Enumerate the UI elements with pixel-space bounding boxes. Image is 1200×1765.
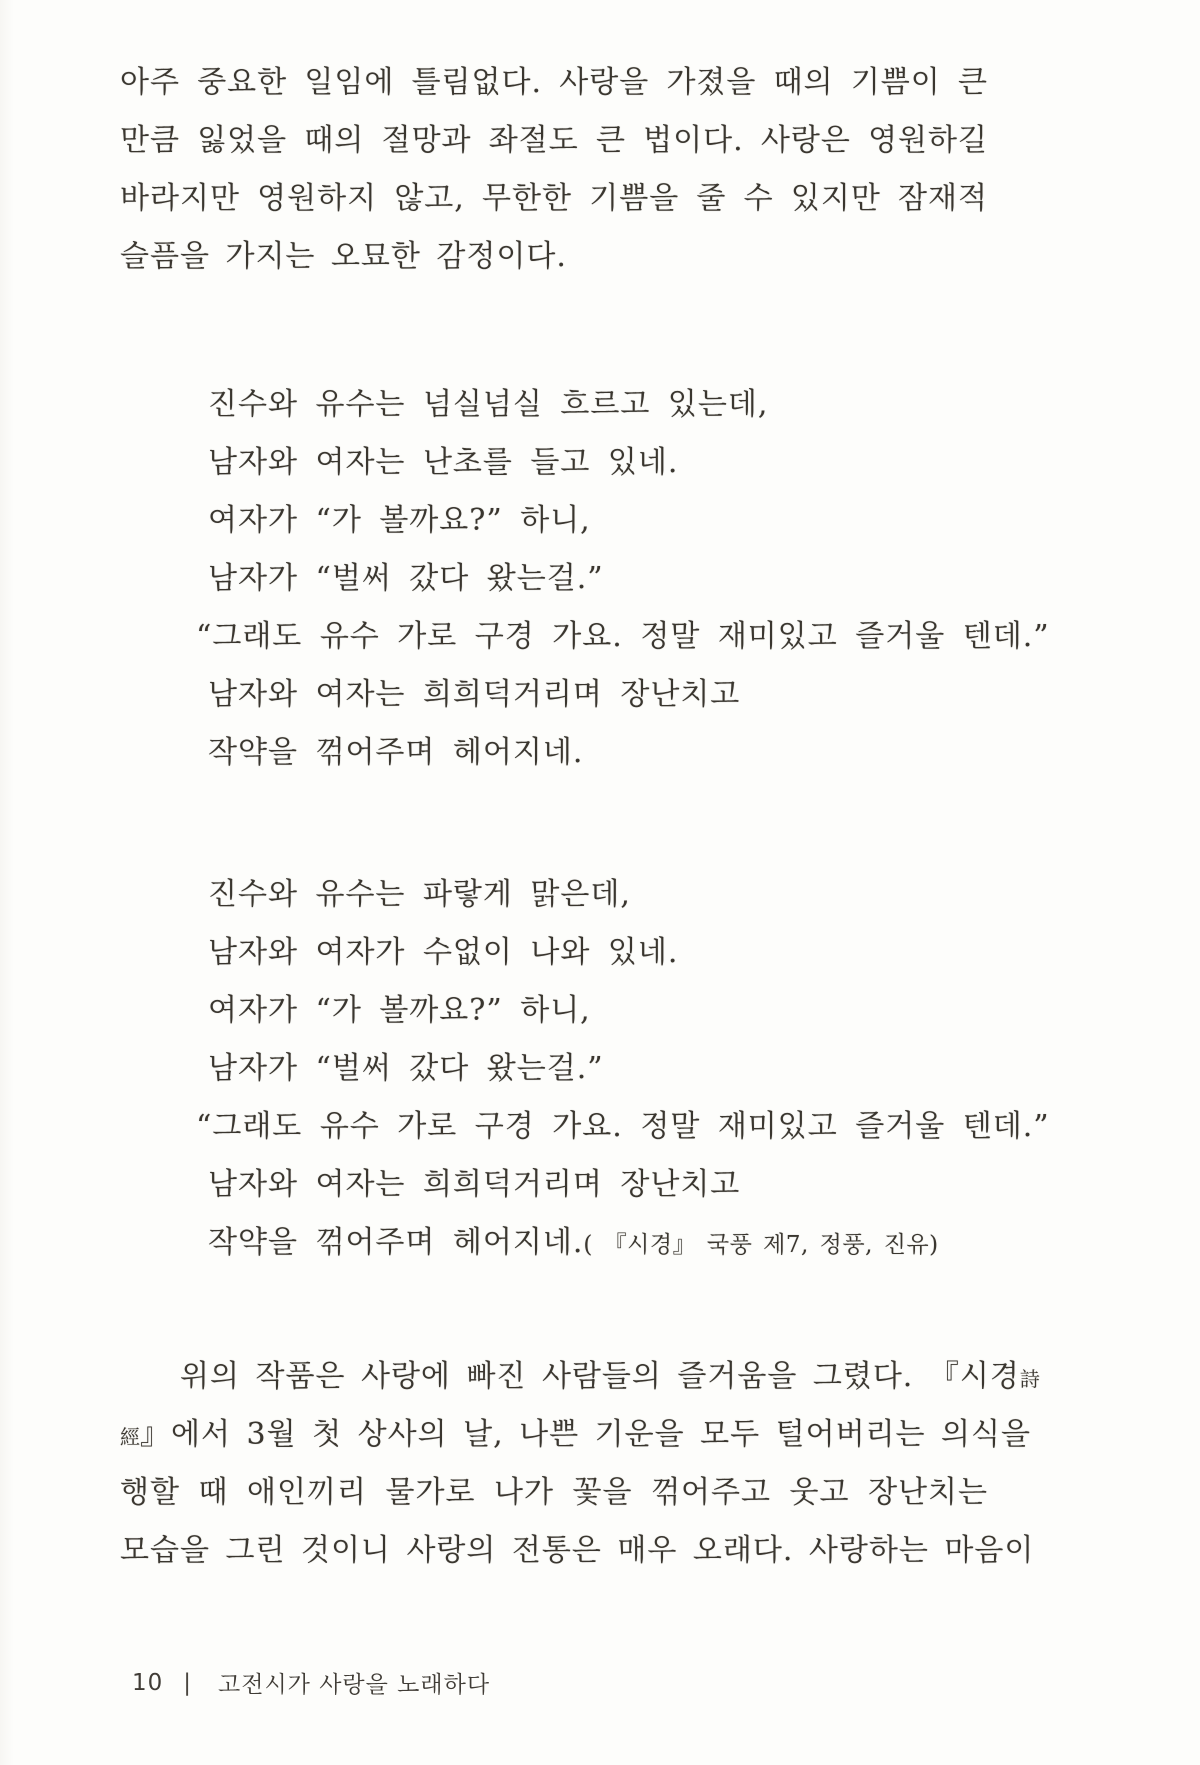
paragraph-text: 위의 작품은 사랑에 빠진 사람들의 즐거움을 그렸다. 『시경 [180, 1359, 1020, 1394]
paragraph-line [120, 1348, 1040, 1406]
poem-line: “그래도 유수 가로 구경 가요. 정말 재미있고 즐거울 텐데.” [196, 619, 1050, 654]
paragraph-line: 아주 중요한 일임에 틀림없다. 사랑을 가졌을 때의 기쁨이 큰 [120, 65, 988, 100]
poem-source-citation: ( 『시경』 국풍 제7, 정풍, 진유) [583, 1232, 939, 1258]
paragraph-line: 만큼 잃었을 때의 절망과 좌절도 큰 법이다. 사랑은 영원하길 [120, 123, 988, 158]
poem-line: 여자가 “가 볼까요?” 하니, [208, 503, 591, 538]
poem-line: 남자와 여자는 희희덕거리며 장난치고 [208, 1167, 741, 1202]
paragraph-line: 슬픔을 가지는 오묘한 감정이다. [120, 239, 567, 274]
poem-stanza-2 [120, 866, 1050, 1272]
poem-line: 남자가 “벌써 갔다 왔는걸.” [208, 1051, 604, 1086]
paragraph-text: 』에서 3월 첫 상사의 날, 나쁜 기운을 모두 털어버리는 의식을 [140, 1417, 1031, 1452]
closing-paragraph [120, 1348, 1040, 1580]
hanja-char-si: 詩 [1019, 1367, 1040, 1391]
poem-line: 작약을 꺾어주며 헤어지네. [208, 735, 584, 770]
page-content [120, 54, 1050, 1580]
paragraph-line: 바라지만 영원하지 않고, 무한한 기쁨을 줄 수 있지만 잠재적 [120, 181, 988, 216]
poem-stanza-1 [120, 376, 1050, 782]
poem-line: 남자와 여자가 수없이 나와 있네. [208, 935, 679, 970]
book-title: 고전시가 사랑을 노래하다 [218, 1672, 491, 1698]
poem-line: 남자와 여자는 난초를 들고 있네. [208, 445, 679, 480]
footer-divider: | [183, 1669, 193, 1696]
paragraph-line: 행할 때 애인끼리 물가로 나가 꽃을 꺾어주고 웃고 장난치는 [120, 1475, 988, 1510]
poem-line: 여자가 “가 볼까요?” 하니, [208, 993, 591, 1028]
page-number: 10 [132, 1669, 164, 1696]
poem-line: 진수와 유수는 넘실넘실 흐르고 있는데, [208, 387, 769, 422]
poem-line: 남자와 여자는 희희덕거리며 장난치고 [208, 677, 741, 712]
paragraph-line: 모습을 그린 것이니 사랑의 전통은 매우 오래다. 사랑하는 마음이 [120, 1533, 1035, 1568]
poem-line-with-citation [208, 1214, 988, 1272]
poem-line: 남자가 “벌써 갔다 왔는걸.” [208, 561, 604, 596]
poem-line: “그래도 유수 가로 구경 가요. 정말 재미있고 즐거울 텐데.” [196, 1109, 1050, 1144]
paragraph-line [120, 1406, 1031, 1464]
poem-line-text: 작약을 꺾어주며 헤어지네. [208, 1225, 584, 1260]
hanja-char-gyeong: 經 [120, 1425, 140, 1449]
poem-line: 진수와 유수는 파랗게 맑은데, [208, 877, 631, 912]
intro-paragraph [120, 54, 988, 286]
page-footer [132, 1666, 490, 1699]
